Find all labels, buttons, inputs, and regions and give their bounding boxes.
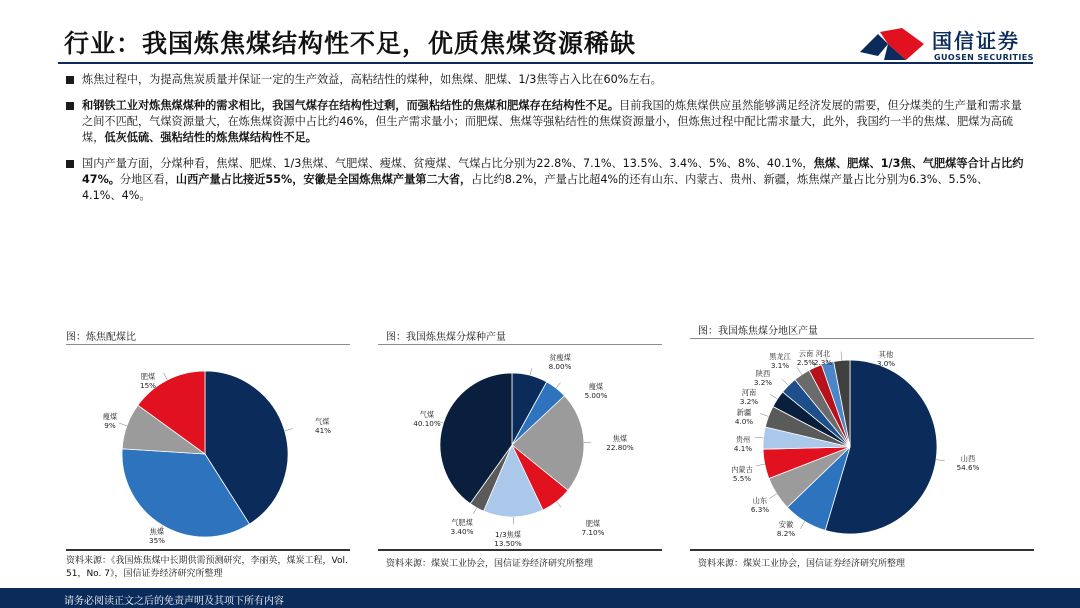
- logo-text-cn: 国信证券: [932, 29, 1020, 53]
- slice-value-label: 3.2%: [739, 397, 759, 406]
- slice-label: 山东: [752, 496, 768, 505]
- leader-line: [756, 464, 765, 466]
- footer-disclaimer: 请务必阅读正文之后的免责声明及其项下所有内容: [64, 596, 284, 607]
- slice-value-label: 3.40%: [450, 527, 474, 536]
- slice-label: 焦煤: [149, 527, 165, 536]
- slice-value-label: 40.10%: [413, 419, 441, 428]
- slice-value-label: 4.0%: [734, 417, 754, 426]
- slice-label: 山西: [960, 454, 976, 463]
- slice-label: 河南: [741, 388, 757, 397]
- slice-value-label: 2.3%: [813, 358, 833, 367]
- slice-value-label: 7.10%: [581, 528, 605, 537]
- slice-value-label: 41%: [315, 426, 331, 435]
- source-note: 资料来源：煤炭工业协会，国信证券经济研究所整理: [386, 559, 594, 569]
- bullet-text: 分地区看，: [119, 173, 176, 186]
- slice-value-label: 8.00%: [548, 362, 572, 371]
- footer-bar: [0, 588, 1080, 608]
- leader-line: [782, 379, 788, 385]
- leader-line: [769, 494, 776, 499]
- bullet-text: 炼焦过程中，为提高焦炭质量并保证一定的生产效益，高粘结性的煤种，如焦煤、肥煤、1/3焦等占入比在60%左右。: [82, 73, 662, 86]
- logo-text-en: GUOSEN SECURITIES: [934, 53, 1034, 62]
- bullet-text: 目前我国的炼焦煤供应虽然能够满足经济发展的需要，但分煤类的生产量和需求量之间不匹配，气煤资源量大，在炼焦煤资源中占比约46%，但生产需求量小；而肥煤、焦煤等强粘结性的焦煤资源量小，但炼焦过程中配比需求量大，此外，我国约一半的焦煤、肥煤为高硫煤，: [82, 99, 1022, 144]
- slice-value-label: 22.80%: [606, 443, 634, 452]
- slice-label: 其他: [878, 350, 894, 359]
- slice-label: 内蒙古: [731, 465, 753, 474]
- slice-value-label: 54.6%: [956, 463, 980, 472]
- slice-label: 黑龙江: [769, 352, 791, 361]
- bullet-text: 占比约8.2%，产量占比超4%的还有山东、内蒙古、贵州、新疆，炼焦煤产量占比分别为6.3%、5.5%、4.1%、4%。: [82, 173, 989, 202]
- slice-value-label: 5.5%: [732, 474, 752, 483]
- slice-value-label: 3.2%: [753, 378, 773, 387]
- slice-value-label: 3.1%: [770, 361, 790, 370]
- chart-title-coal-type: 图：我国炼焦煤分煤种产量: [386, 332, 506, 343]
- leader-line: [770, 394, 777, 399]
- bullet-text-bold: 山西产量占比接近55%，安徽是全国炼焦煤产量第二大省，: [175, 173, 472, 186]
- leader-line: [936, 460, 945, 461]
- bullet-text-bold: 和钢铁工业对炼焦煤煤种的需求相比，我国气煤存在结构性过剩，而强粘结性的焦煤和肥煤存在结构性不足。: [82, 99, 620, 112]
- leader-line: [800, 521, 805, 528]
- slice-label: 1/3焦煤: [495, 530, 521, 539]
- slice-value-label: 13.50%: [494, 539, 522, 548]
- slice-label: 贵州: [735, 435, 751, 444]
- slice-label: 气煤: [315, 417, 330, 426]
- source-note: 资料来源：《我国炼焦煤中长期供需预测研究，李丽英，煤炭工程，Vol. 51，No. 7》，国信证券经济研究所整理: [66, 556, 348, 579]
- slice-label: 瘦煤: [588, 382, 604, 391]
- slice-label: 贫瘦煤: [549, 353, 571, 362]
- slice-value-label: 9%: [104, 421, 116, 430]
- slice-label: 肥煤: [585, 519, 601, 528]
- slice-label: 新疆: [736, 408, 752, 417]
- chart-title-blend-ratio: 图：炼焦配煤比: [66, 332, 136, 343]
- leader-line: [755, 437, 764, 438]
- slice-value-label: 2.5%: [796, 358, 816, 367]
- slice-value-label: 35%: [149, 536, 165, 545]
- leader-line: [841, 352, 842, 361]
- leader-line: [760, 413, 768, 416]
- bullet-text: 国内产量方面，分煤种看，焦煤、肥煤、1/3焦煤、气肥煤、瘦煤、贫瘦煤、气煤占比分别为22.8%、7.1%、13.5%、3.4%、5%、8%、40.1%，: [82, 157, 814, 170]
- slice-value-label: 4.1%: [733, 444, 753, 453]
- slice-value-label: 6.3%: [750, 505, 770, 514]
- bullet-text-bold: 低灰低硫、强粘结性的炼焦煤结构性不足。: [104, 131, 317, 144]
- slice-label: 肥煤: [140, 372, 156, 381]
- slice-value-label: 8.2%: [776, 529, 796, 538]
- slice-value-label: 15%: [140, 381, 156, 390]
- slice-label: 陕西: [755, 369, 771, 378]
- slice-label: 云南: [798, 349, 814, 358]
- source-note: 资料来源：煤炭工业协会，国信证券经济研究所整理: [698, 559, 906, 569]
- bullet-text-bold: 焦煤、肥煤、1/3焦、气肥煤等合计占比约47%。: [82, 157, 1024, 186]
- chart-title-region: 图：我国炼焦煤分地区产量: [698, 326, 818, 337]
- leader-line: [797, 367, 802, 374]
- slice-value-label: 3.0%: [876, 359, 896, 368]
- slice-label: 河北: [815, 349, 831, 358]
- page-title: 行业：我国炼焦煤结构性不足，优质焦煤资源稀缺: [64, 29, 637, 58]
- slice-label: 瘦煤: [102, 412, 118, 421]
- slice-label: 安徽: [778, 520, 794, 529]
- slice-label: 气肥煤: [451, 518, 473, 527]
- slice-label: 气煤: [419, 410, 435, 419]
- slice-label: 焦煤: [612, 434, 628, 443]
- slice-value-label: 5.00%: [584, 391, 608, 400]
